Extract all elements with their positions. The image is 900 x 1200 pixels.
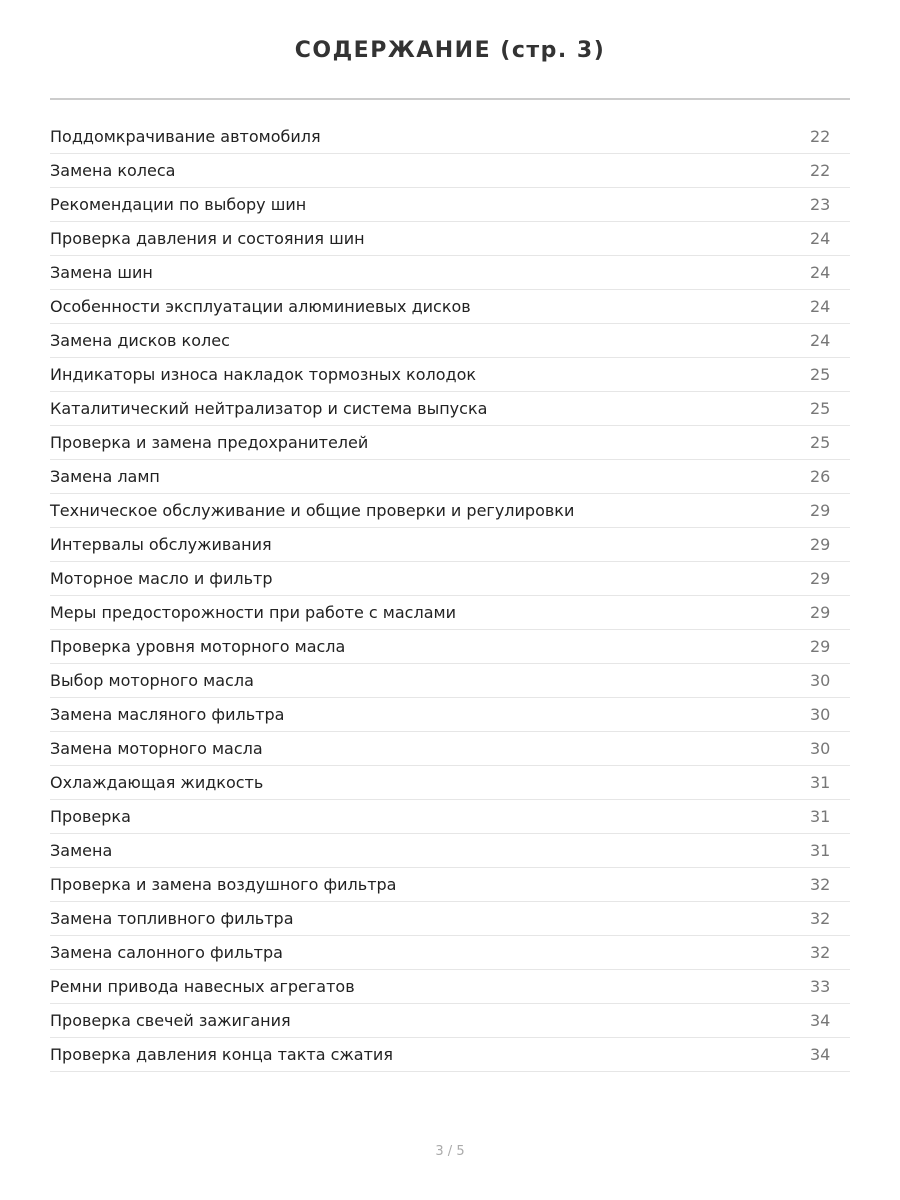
toc-entry-page: 32 bbox=[810, 875, 831, 894]
toc-entry-label: Техническое обслуживание и общие проверки и регулировки bbox=[50, 501, 575, 520]
toc-entry-label: Замена bbox=[50, 841, 113, 860]
toc-entry[interactable] bbox=[50, 766, 850, 800]
toc-entry-label: Охлаждающая жидкость bbox=[50, 773, 264, 792]
toc-entry-page: 25 bbox=[810, 399, 831, 418]
toc-entry-label: Проверка и замена воздушного фильтра bbox=[50, 875, 397, 894]
toc-entry-label: Проверка уровня моторного масла bbox=[50, 637, 346, 656]
toc-entry-label: Каталитический нейтрализатор и система выпуска bbox=[50, 399, 488, 418]
toc-entry-label: Замена масляного фильтра bbox=[50, 705, 285, 724]
toc-entry-label: Особенности эксплуатации алюминиевых дисков bbox=[50, 297, 471, 316]
toc-entry-label: Проверка bbox=[50, 807, 131, 826]
toc-entry[interactable] bbox=[50, 562, 850, 596]
table-of-contents bbox=[50, 120, 850, 1072]
toc-entry-label: Замена салонного фильтра bbox=[50, 943, 283, 962]
toc-entry-page: 31 bbox=[810, 841, 831, 860]
toc-entry[interactable] bbox=[50, 256, 850, 290]
toc-entry-page: 25 bbox=[810, 365, 831, 384]
toc-entry-page: 25 bbox=[810, 433, 831, 452]
toc-entry-page: 30 bbox=[810, 739, 831, 758]
toc-entry[interactable] bbox=[50, 970, 850, 1004]
toc-entry-label: Проверка и замена предохранителей bbox=[50, 433, 369, 452]
toc-entry[interactable] bbox=[50, 834, 850, 868]
toc-entry-page: 24 bbox=[810, 297, 831, 316]
toc-entry-page: 29 bbox=[810, 637, 831, 656]
toc-entry-label: Рекомендации по выбору шин bbox=[50, 195, 307, 214]
toc-entry[interactable] bbox=[50, 732, 850, 766]
toc-entry-page: 30 bbox=[810, 671, 831, 690]
toc-entry[interactable] bbox=[50, 290, 850, 324]
toc-entry[interactable] bbox=[50, 154, 850, 188]
toc-entry[interactable] bbox=[50, 664, 850, 698]
toc-entry[interactable] bbox=[50, 868, 850, 902]
toc-entry[interactable] bbox=[50, 630, 850, 664]
toc-entry-label: Ремни привода навесных агрегатов bbox=[50, 977, 355, 996]
toc-entry-label: Проверка давления конца такта сжатия bbox=[50, 1045, 393, 1064]
toc-entry-page: 23 bbox=[810, 195, 831, 214]
toc-entry[interactable] bbox=[50, 936, 850, 970]
toc-entry-label: Моторное масло и фильтр bbox=[50, 569, 273, 588]
toc-entry[interactable] bbox=[50, 902, 850, 936]
toc-entry[interactable] bbox=[50, 1038, 850, 1072]
toc-entry-page: 22 bbox=[810, 161, 831, 180]
toc-entry[interactable] bbox=[50, 188, 850, 222]
toc-entry-page: 24 bbox=[810, 331, 831, 350]
toc-entry-page: 29 bbox=[810, 569, 831, 588]
toc-entry-label: Замена моторного масла bbox=[50, 739, 263, 758]
toc-entry-page: 24 bbox=[810, 263, 831, 282]
toc-entry[interactable] bbox=[50, 324, 850, 358]
toc-entry-label: Замена ламп bbox=[50, 467, 160, 486]
toc-entry[interactable] bbox=[50, 222, 850, 256]
toc-entry[interactable] bbox=[50, 460, 850, 494]
toc-entry-label: Интервалы обслуживания bbox=[50, 535, 272, 554]
toc-entry-page: 26 bbox=[810, 467, 831, 486]
toc-entry-page: 31 bbox=[810, 807, 831, 826]
toc-entry-page: 33 bbox=[810, 977, 831, 996]
toc-entry-label: Индикаторы износа накладок тормозных колодок bbox=[50, 365, 477, 384]
toc-entry-page: 30 bbox=[810, 705, 831, 724]
toc-entry-page: 24 bbox=[810, 229, 831, 248]
title-divider bbox=[50, 98, 850, 100]
toc-entry-label: Замена топливного фильтра bbox=[50, 909, 294, 928]
toc-entry-page: 29 bbox=[810, 535, 831, 554]
toc-entry[interactable] bbox=[50, 800, 850, 834]
toc-entry[interactable] bbox=[50, 358, 850, 392]
toc-entry-label: Проверка давления и состояния шин bbox=[50, 229, 365, 248]
toc-entry[interactable] bbox=[50, 698, 850, 732]
toc-entry[interactable] bbox=[50, 426, 850, 460]
toc-entry-label: Проверка свечей зажигания bbox=[50, 1011, 291, 1030]
page-title: СОДЕРЖАНИЕ (стр. 3) bbox=[294, 38, 606, 63]
page-indicator: 3 / 5 bbox=[435, 1144, 465, 1159]
toc-entry-label: Выбор моторного масла bbox=[50, 671, 254, 690]
toc-entry-page: 34 bbox=[810, 1011, 831, 1030]
toc-entry[interactable] bbox=[50, 392, 850, 426]
toc-entry-page: 22 bbox=[810, 127, 831, 146]
toc-entry-label: Замена шин bbox=[50, 263, 153, 282]
toc-entry[interactable] bbox=[50, 596, 850, 630]
toc-entry-page: 29 bbox=[810, 603, 831, 622]
toc-entry[interactable] bbox=[50, 494, 850, 528]
toc-entry-label: Замена колеса bbox=[50, 161, 176, 180]
toc-entry-label: Поддомкрачивание автомобиля bbox=[50, 127, 321, 146]
toc-entry-page: 29 bbox=[810, 501, 831, 520]
toc-entry-page: 32 bbox=[810, 909, 831, 928]
toc-entry[interactable] bbox=[50, 1004, 850, 1038]
toc-entry-page: 31 bbox=[810, 773, 831, 792]
toc-entry-page: 32 bbox=[810, 943, 831, 962]
toc-entry[interactable] bbox=[50, 528, 850, 562]
toc-entry-page: 34 bbox=[810, 1045, 831, 1064]
toc-entry[interactable] bbox=[50, 120, 850, 154]
toc-entry-label: Замена дисков колес bbox=[50, 331, 230, 350]
toc-entry-label: Меры предосторожности при работе с маслами bbox=[50, 603, 456, 622]
